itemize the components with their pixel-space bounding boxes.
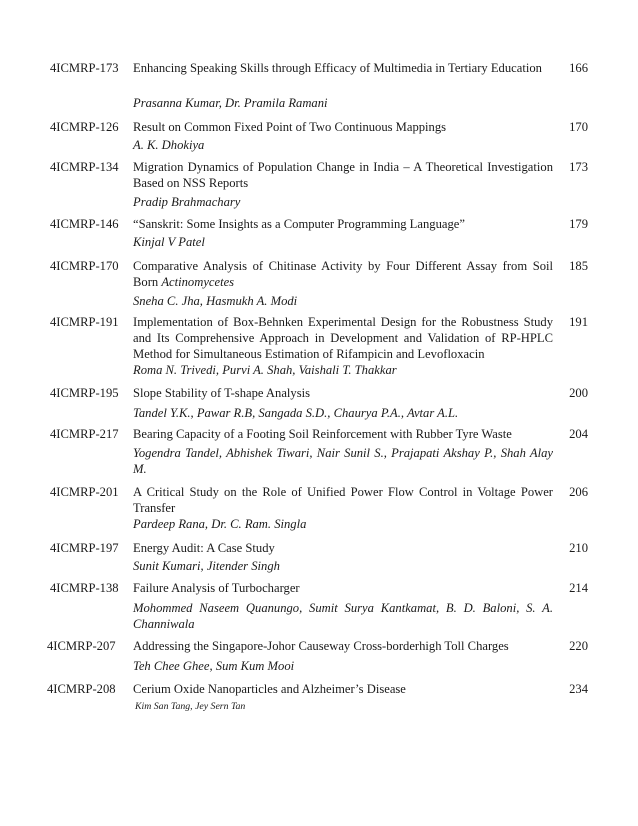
paper-code: 4ICMRP-173	[50, 61, 119, 75]
page-number: 214	[569, 581, 588, 595]
page-number: 166	[569, 61, 588, 75]
paper-code: 4ICMRP-208	[47, 682, 116, 696]
paper-code: 4ICMRP-191	[50, 315, 119, 329]
paper-code: 4ICMRP-138	[50, 581, 119, 595]
paper-title	[133, 258, 553, 290]
paper-code: 4ICMRP-134	[50, 160, 119, 174]
page-number: 170	[569, 120, 588, 134]
paper-authors: A. K. Dhokiya	[133, 138, 205, 152]
paper-authors: Mohommed Naseem Quanungo, Sumit Surya Kantkamat, B. D. Baloni, S. A. Channiwala	[133, 601, 553, 631]
paper-authors: Yogendra Tandel, Abhishek Tiwari, Nair Sunil S., Prajapati Akshay P., Shah Alay M.	[133, 446, 553, 476]
paper-title: Result on Common Fixed Point of Two Continuous Mappings	[133, 120, 447, 134]
page-number: 191	[569, 315, 588, 329]
paper-code: 4ICMRP-207	[47, 639, 116, 653]
page-number: 220	[569, 639, 588, 653]
paper-authors: Sunit Kumari, Jitender Singh	[133, 559, 280, 573]
paper-authors: Tandel Y.K., Pawar R.B, Sangada S.D., Chaurya P.A., Avtar A.L.	[133, 406, 459, 420]
paper-authors: Kim San Tang, Jey Sern Tan	[135, 701, 246, 712]
page-number: 204	[569, 427, 588, 441]
page-number: 200	[569, 386, 588, 400]
paper-title: Failure Analysis of Turbocharger	[133, 581, 300, 595]
paper-title: Energy Audit: A Case Study	[133, 541, 275, 555]
paper-authors: Pardeep Rana, Dr. C. Ram. Singla	[133, 517, 307, 531]
page-number: 210	[569, 541, 588, 555]
page-number: 173	[569, 160, 588, 174]
paper-title: Migration Dynamics of Population Change in India – A Theoretical Investigation Based on NSS Reports	[133, 160, 553, 190]
page-number: 185	[569, 259, 588, 273]
paper-authors: Roma N. Trivedi, Purvi A. Shah, Vaishali T. Thakkar	[133, 363, 397, 377]
paper-code: 4ICMRP-197	[50, 541, 119, 555]
paper-title: A Critical Study on the Role of Unified Power Flow Control in Voltage Power Transfer	[133, 485, 553, 515]
paper-title: Addressing the Singapore-Johor Causeway Cross-borderhigh Toll Charges	[133, 639, 509, 653]
paper-authors: Prasanna Kumar, Dr. Pramila Ramani	[133, 96, 328, 110]
paper-authors: Kinjal V Patel	[133, 235, 205, 249]
paper-authors: Teh Chee Ghee, Sum Kum Mooi	[133, 659, 295, 673]
paper-title: “Sanskrit: Some Insights as a Computer Programming Language”	[133, 217, 465, 231]
title-italic-term: Actinomycetes	[161, 275, 235, 289]
paper-code: 4ICMRP-146	[50, 217, 119, 231]
title-text: Comparative Analysis of Chitinase Activity by Four Different Assay from Soil Born	[133, 259, 553, 289]
page-number: 179	[569, 217, 588, 231]
paper-title: Cerium Oxide Nanoparticles and Alzheimer’s Disease	[133, 682, 406, 696]
paper-authors: Pradip Brahmachary	[133, 195, 241, 209]
paper-title: Implementation of Box-Behnken Experimental Design for the Robustness Study and Its Comprehensive Approach in Development and Validation of RP-HPLC Method for Simultaneous Estimation of Rifampicin and Levofloxacin	[133, 315, 553, 361]
page-number: 234	[569, 682, 588, 696]
paper-code: 4ICMRP-201	[50, 485, 119, 499]
paper-title: Enhancing Speaking Skills through Efficacy of Multimedia in Tertiary Education	[133, 61, 542, 75]
paper-authors: Sneha C. Jha, Hasmukh A. Modi	[133, 294, 298, 308]
page-number: 206	[569, 485, 588, 499]
paper-code: 4ICMRP-217	[50, 427, 119, 441]
paper-title: Bearing Capacity of a Footing Soil Reinforcement with Rubber Tyre Waste	[133, 427, 512, 441]
paper-code: 4ICMRP-170	[50, 259, 119, 273]
paper-title: Slope Stability of T-shape Analysis	[133, 386, 311, 400]
paper-code: 4ICMRP-195	[50, 386, 119, 400]
paper-code: 4ICMRP-126	[50, 120, 119, 134]
